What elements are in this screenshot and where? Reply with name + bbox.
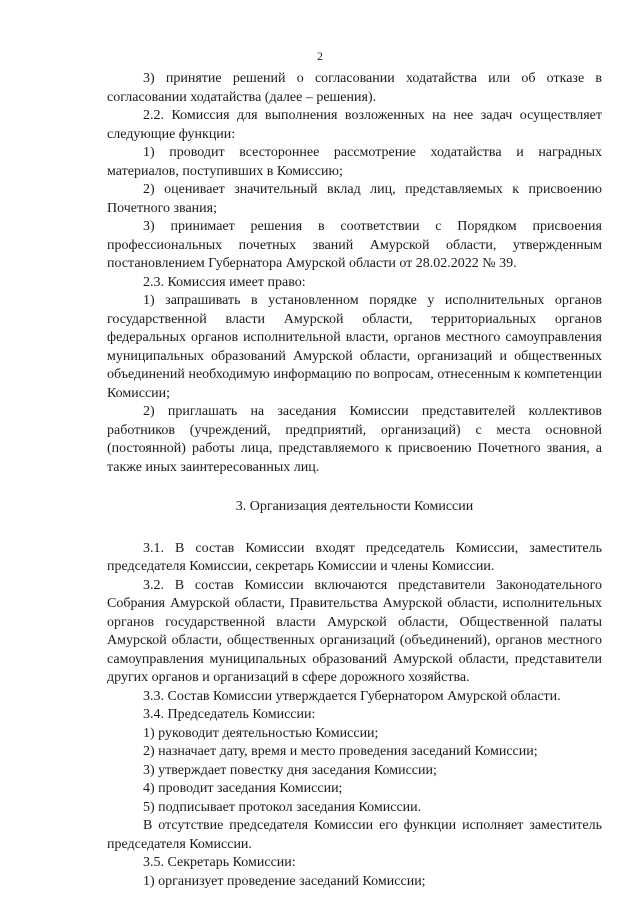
paragraph-chair-absence: В отсутствие председателя Комиссии его функции исполняет заместитель председателя Комиссии. xyxy=(107,818,602,852)
paragraph-chair-1: 1) руководит деятельностью Комиссии; xyxy=(143,725,379,741)
paragraph-right-2: 2) приглашать на заседания Комиссии представителей коллективов работников (учреждений, предприятий, организаций) с места основной (постоянной) работы лица, представляемого к присвоению Почетного звания, а также иных заинтересованных лиц. xyxy=(107,404,602,475)
paragraph-chair-2: 2) назначает дату, время и место проведения заседаний Комиссии; xyxy=(143,744,538,759)
paragraph-3-5: 3.5. Секретарь Комиссии: xyxy=(143,855,296,870)
paragraph-chair-3: 3) утверждает повестку дня заседания Комиссии; xyxy=(143,762,437,778)
paragraph-3-1: 3.1. В состав Комиссии входят председатель Комиссии, заместитель председателя Комиссии, секретарь Комиссии и члены Комиссии. xyxy=(107,540,602,574)
paragraph-3-4: 3.4. Председатель Комиссии: xyxy=(143,707,316,722)
paragraph-3-2: 3.2. В состав Комиссии включаются представители Законодательного Собрания Амурской области, Правительства Амурской области, исполнительных органов государственной власти Амурской области, Общественной палаты Амурской области, общественных организаций (объединений), органов местного самоуправления муниципальных образований Амурской области, представители других органов и организаций в сфере дорожного хозяйства. xyxy=(107,577,602,685)
paragraph-item-3-decisions: 3) принятие решений о согласовании ходатайства или об отказе в согласовании ходатайства (далее – решения). xyxy=(107,71,602,105)
page-number: 2 xyxy=(317,49,323,63)
section-title: 3. Организация деятельности Комиссии xyxy=(235,499,474,514)
paragraph-3-3: 3.3. Состав Комиссии утверждается Губернатором Амурской области. xyxy=(143,688,561,704)
paragraph-secretary-1: 1) организует проведение заседаний Комиссии; xyxy=(143,873,426,889)
paragraph-2-2: 2.2. Комиссия для выполнения возложенных на нее задач осуществляет следующие функции: xyxy=(107,108,602,142)
paragraph-function-3: 3) принимает решения в соответствии с Порядком присвоения профессиональных почетных званий Амурской области, утвержденным постановлением Губернатора Амурской области от 28.02.2022 № 39. xyxy=(107,219,602,271)
paragraph-2-3: 2.3. Комиссия имеет право: xyxy=(143,274,306,290)
paragraph-chair-5: 5) подписывает протокол заседания Комиссии. xyxy=(143,799,422,815)
paragraph-chair-4: 4) проводит заседания Комиссии; xyxy=(143,781,343,796)
document-body xyxy=(107,70,602,891)
paragraph-function-1: 1) проводит всестороннее рассмотрение ходатайства и наградных материалов, поступивших в Комиссию; xyxy=(107,145,602,179)
paragraph-function-2: 2) оценивает значительный вклад лиц, представляемых к присвоению Почетного звания; xyxy=(107,182,602,216)
paragraph-right-1: 1) запрашивать в установленном порядке у исполнительных органов государственной власти Амурской области, территориальных органов федеральных органов исполнительной власти, органов местного самоуправления муниципальных образований Амурской области, организаций и общественных объединений необходимую информацию по вопросам, отнесенным к компетенции Комиссии; xyxy=(107,293,602,401)
